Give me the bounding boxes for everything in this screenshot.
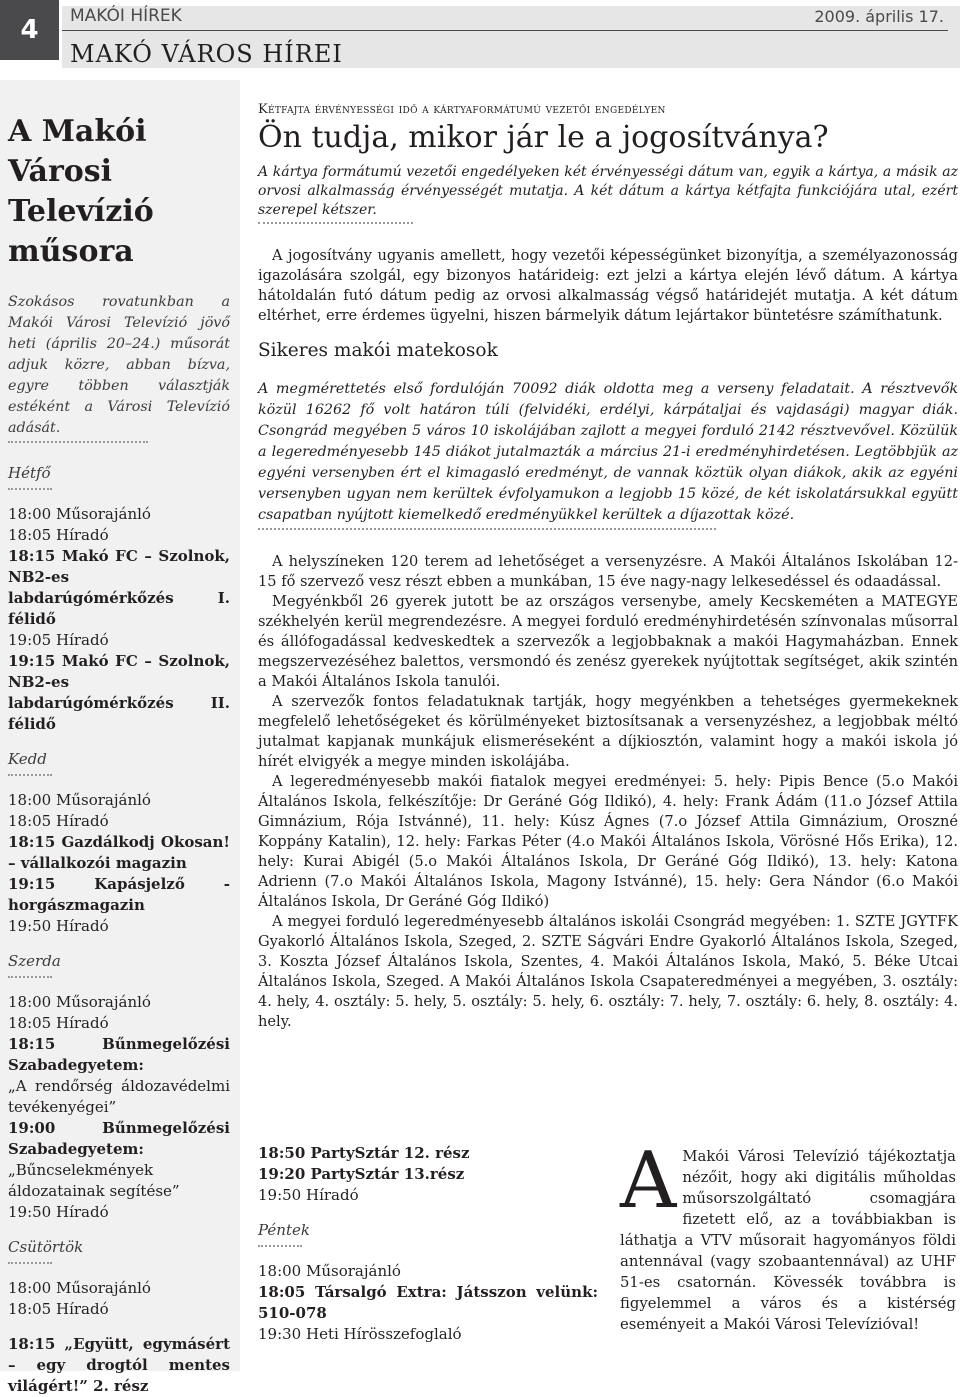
divider [258,528,716,530]
divider [258,222,413,224]
paragraph: A helyszíneken 120 terem ad lehetőséget a versenyzésre. A Makói Általános Iskolában 12-15 fő szervező vesz részt ebben a munkában, 15 éve nagy-nagy lelkesedéssel és odaadással. [258,553,958,590]
divider [258,1245,302,1247]
program-item: 19:00 Bűnmegelőzési Szabadegyetem: [8,1119,230,1158]
program-item: 18:00 Műsorajánló [8,993,151,1011]
issue-date: 2009. április 17. [814,7,944,26]
program-item: 19:50 Híradó [8,917,109,935]
tv-schedule-continued [258,1143,598,1345]
paragraph: A legeredményesebb makói fiatalok megyei eredményei: 5. hely: Pipis Bence (5.o Makói Általános Iskola, felkészítője: Dr Geráné Góg Ildikó), 4. hely: Frank Ádám (11.o József Attila Gimnázium, Rója Istvánné), 11. hely: Kúsz Ágnes (7.o József Attila Gimnázium, Oroszné Koppány Katalin), 12. hely: Farkas Péter (4.o Makói Általános Iskola, Vörösné Hős Erika), 12. hely: Kurai Abigél (5.o Makói Általános Iskola, Dr Geráné Góg Ildikó), 13. hely: Katona Adrienn (7.o Makói Általános Iskola, Magony Istvánné), 15. hely: Gera Nándor (6.o Makói Általános Iskola, Dr Geráné Góg Ildikó) [258,773,958,910]
day-heading: Hétfő [8,464,51,482]
program-item: 18:15 Bűnmegelőzési Szabadegyetem: [8,1035,230,1074]
paragraph: Megyénkből 26 gyerek jutott be az országos versenybe, amely Kecskeméten a MATEGYE székhelyén kerül megrendezésre. A megyei forduló eredményhirdetésén színvonalas műsorral és állófogadással kedveskedtek a szervezők a legjobbaknak a makói Hagymaházban. Ennek megszervezéséhez balettos, versmondó és zenész gyerekek nyújtottak segítséget, akik szintén a Makói Általános Iskola tanulói. [258,593,958,690]
article2-body [258,552,958,1032]
program-item: „A rendőrség áldozavédelmi tevékenyégei” [8,1077,230,1116]
program-item: 18:50 PartySztár 12. rész [258,1144,470,1162]
program-item: 18:00 Műsorajánló [8,791,151,809]
program-item: 19:50 Híradó [8,1203,109,1221]
schedule-days [8,463,230,1397]
divider [8,1262,52,1264]
day-heading: Szerda [8,952,61,970]
article-kicker: Kétfajta érvényességi idő a kártyaformátumú vezetői engedélyen [258,102,666,117]
day-heading: Kedd [8,750,47,768]
article-headline: Ön tudja, mikor jár le a jogosítványa? [258,120,829,155]
vtv-notice [620,1136,956,1335]
article2-title: Sikeres makói matekosok [258,340,498,361]
divider [8,774,52,776]
page-number: 4 [0,0,59,60]
tv-intro: Szokásos rovatunkban a Makói Városi Televízió jövő heti (április 20–24.) műsorát adjuk közre, abban bízva, egyre többen választják estéként a Városi Televízió adását. [8,294,230,436]
program-item: 18:00 Műsorajánló [8,1279,151,1297]
section-title: MAKÓ VÁROS HÍREI [70,40,343,68]
program-item: 19:20 PartySztár 13.rész [258,1165,465,1183]
program-item: 18:05 Híradó [8,812,109,830]
main-column [258,80,958,1032]
program-item: 18:00 Műsorajánló [258,1262,401,1280]
publication-name: MAKÓI HÍREK [70,6,182,26]
program-item: 19:15 Makó FC – Szolnok, NB2-es labdarúgómérkőzés II. félidő [8,652,230,733]
program-item: 19:50 Híradó [258,1186,359,1204]
program-item: 18:15 Makó FC – Szolnok, NB2-es labdarúgómérkőzés I. félidő [8,547,230,628]
program-item: „Bűncselekmények áldozatainak segítése” [8,1161,180,1200]
day-heading: Csütörtök [8,1238,84,1256]
program-item: 18:15 Gazdálkodj Okosan! – vállalkozói magazin [8,833,230,872]
divider [8,441,148,443]
tv-schedule-column [0,80,240,1395]
article-body: A jogosítvány ugyanis amellett, hogy vezetői képességünket bizonyítja, a személyazonosság igazolására szolgál, egy bizonyos határideig: ezt jelzi a kártya elején lévő dátum. A kártya hátoldalán futó dátum pedig az orvosi alkalmasság végső határidejét mutatja. A két dátum eltérhet, erre érdemes ügyelni, hiszen bármelyik dátum lejártakor büntetésre számíthatunk. [258,247,958,324]
program-item: 19:05 Híradó [8,631,109,649]
drop-cap: A [620,1136,677,1226]
tv-title: A Makói Városi Televízió műsora [8,114,154,269]
article-lead: A kártya formátumú vezetői engedélyeken két érvényességi dátum van, egyik a kártya, a másik az orvosi alkalmasság érvényességét mutatja. A két dátum a kártya kétfajta funkciójára utal, ezért szerepel kétszer. [258,164,958,218]
program-item: 18:05 Híradó [8,1014,109,1032]
header-rule [62,6,948,31]
page-header [62,0,960,80]
program-item: 18:00 Műsorajánló [8,505,151,523]
program-item: 18:05 Társalgó Extra: Játsszon velünk: 510-078 [258,1283,598,1322]
program-item: 18:05 Híradó [8,1300,109,1318]
paragraph: A szervezők fontos feladatuknak tartják, hogy megyénkben a tehetséges gyermekeknek megfelelő lehetőségeket és körülményeket biztosítsanak a versenyzéshez, a legjobbak méltó jutalmat kapjanak munkájuk elismeréseként a díjkiosztón, valamint hogy a makói iskola jó hírét elvigyék a megye minden iskolájába. [258,693,958,770]
divider [8,976,52,978]
program-item: 18:15 „Együtt, egymásért – egy drogtól mentes világért!” 2. rész [8,1335,230,1395]
program-item: 19:30 Heti Hírösszefoglaló [258,1325,462,1343]
program-item: 19:15 Kapásjelző - horgászmagazin [8,875,230,914]
article2-lead: A megmérettetés első fordulóján 70092 diák oldotta meg a verseny feladatait. A résztvevők közül 16262 fő volt határon túli (felvidéki, erdélyi, kárpátaljai és vajdasági) magyar diák. Csongrád megyében 5 város 10 iskolájában zajlott a megyei forduló 2142 résztvevővel. Közülük a legeredményesebb 145 diákot jutalmazták a március 21-i eredményhirdetésen. Legtöbbjük az egyéni versenyben ért el kimagasló eredményt, de vannak köztük olyan diákok, akik az egyéni versenyben ugyan nem kerültek évfolyamukon a legjobb 15 közé, de két iskolatársukkal együtt csapatban nyújtott kiemelkedő eredményükkel kerültek a díjazottak közé. [258,381,958,523]
day-heading: Péntek [258,1221,310,1239]
paragraph: A megyei forduló legeredményesebb általános iskolái Csongrád megyében: 1. SZTE JGYTFK Gyakorló Általános Iskola, Szeged, 2. SZTE Ságvári Endre Gyakorló Általános Iskola, Szeged, 3. Koszta József Általános Iskola, Szentes, 4. Makói Általános Iskola, Makó, 5. Béke Utcai Általános Iskola, Szeged. A Makói Általános Iskola Csapateredményei a megyében, 3. osztály: 4. hely, 4. osztály: 5. hely, 5. osztály: 5. hely, 6. osztály: 7. hely, 7. osztály: 6. hely, 8. osztály: 4. hely. [258,913,958,1030]
program-item: 18:05 Híradó [8,526,109,544]
program-item [8,1320,230,1334]
divider [8,488,52,490]
notice-text: Makói Városi Televízió tájékoztatja nézőit, hogy aki digitális műholdas műsorszolgáltató csomagjára fizetett elő, az a továbbiakban is láthatja a VTV műsorait hagyományos földi antennával (vagy szobaantennával) az UHF 51-es csatornán. Kövessék továbbra is figyelemmel a város és a kistérség eseményeit a Makói Városi Televízióval! [620,1148,956,1333]
